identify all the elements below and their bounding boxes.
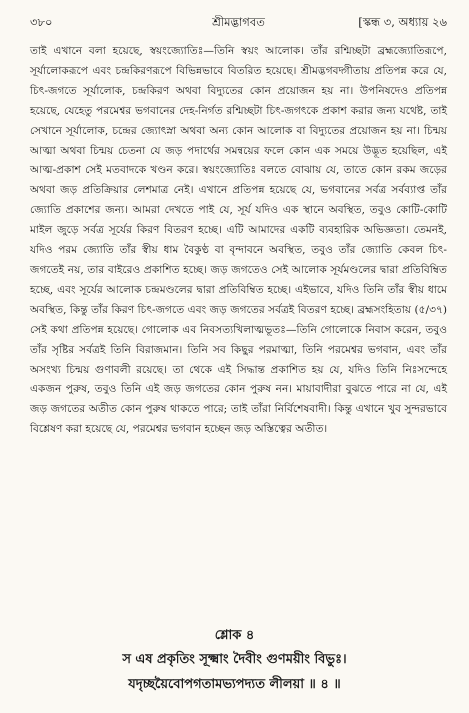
purport-text	[30, 42, 447, 440]
book-title: শ্রীমদ্ভাগবত	[212, 15, 265, 29]
verse-line-2: যদৃচ্ছয়ৈবোপগতামভ্যপদ্যত লীলয়া ॥ ৪ ॥	[128, 677, 341, 692]
page-number: ৩৮০	[30, 15, 53, 29]
verse-heading: শ্লোক ৪	[214, 628, 255, 643]
chapter-reference: [স্কন্ধ ৩, অধ্যায় ২৬	[358, 15, 447, 29]
verse-line-1: স এষ প্রকৃতিং সূক্ষ্মাং দৈবীং গুণময়ীং বিভুঃ।	[122, 652, 347, 667]
running-header	[30, 14, 447, 32]
purport-paragraph: তাই এখানে বলা হয়েছে, স্বয়ংজ্যোতিঃ—তিনি স্বয়ং আলোক। তাঁর রশ্মিচ্ছটা ব্রহ্মজ্যোতিরূপে, সূর্যালোকরূপে এবং চন্দ্রকিরণরূপে বিভিন্নভাবে বিতরিত হয়েছে। শ্রীমদ্ভগবদ্গীতায় প্রতিপন্ন করে যে, চিৎ-জগতে সূর্যালোক, চন্দ্রকিরণ অথবা বিদ্যুতের কোন প্রয়োজন হয় না। উপনিষদেও প্রতিপন্ন হয়েছে, যেহেতু পরমেশ্বর ভগবানের দেহ-নির্গত রশ্মিচ্ছটা চিৎ-জগৎকে প্রকাশ করার জন্য যথেষ্ট, তাই সেখানে সূর্যালোক, চন্দ্রের জ্যোৎস্না অথবা অন্য কোন আলোক বা বিদ্যুতের প্রয়োজন হয় না। চিন্ময় আত্মা অথবা চিন্ময় চেতনা যে জড় পদার্থের সমন্বয়ের ফলে কোন এক সময়ে উদ্ভূত হয়েছিল, এই আত্ম-প্রকাশ সেই মতবাদকে খণ্ডন করে। স্বয়ংজ্যোতিঃ বলতে বোঝায় যে, তাতে কোন রকম জড়ের অথবা জড় প্রতিক্রিয়ার লেশমাত্র নেই। এখানে প্রতিপন্ন হয়েছে যে, ভগবানের সর্বত্র সর্বব্যাপ্ত তাঁর জ্যোতি প্রকাশের জন্য। আমরা দেখতে পাই যে, সূর্য যদিও এক স্থানে অবস্থিত, তবুও কোটি-কোটি মাইল জুড়ে সর্বত্র সূর্যের কিরণ বিতরণ হচ্ছে। এটি আমাদের একটি ব্যবহারিক অভিজ্ঞতা। তেমনই, যদিও পরম জ্যোতি তাঁর স্বীয় ধাম বৈকুণ্ঠ বা বৃন্দাবনে অবস্থিত, তবুও তাঁর জ্যোতি কেবল চিৎ-জগতেই নয়, তার বাইরেও প্রকাশিত হচ্ছে। জড় জগতেও সেই আলোক সূর্যমণ্ডলের দ্বারা প্রতিবিম্বিত হচ্ছে, এবং সূর্যের আলোক চন্দ্রমণ্ডলের দ্বারা প্রতিবিম্বিত হচ্ছে। এইভাবে, যদিও তিনি তাঁর স্বীয় ধামে অবস্থিত, কিন্তু তাঁর কিরণ চিৎ-জগতে এবং জড় জগতের সর্বত্রই বিতরণ হচ্ছে। ব্রহ্মসংহিতায় (৫/৩৭) সেই কথা প্রতিপন্ন হয়েছে। গোলোক এব নিবসত্যখিলাত্মভূতঃ—তিনি গোলোকে নিবাস করেন, তবুও তাঁর সৃষ্টির সর্বত্রই তিনি বিরাজমান। তিনি সব কিছুর পরমাত্মা, তিনি পরমেশ্বর ভগবান, এবং তাঁর অসংখ্য চিন্ময় গুণাবলী রয়েছে। তা থেকে এই সিদ্ধান্ত প্রকাশিত হয় যে, যদিও তিনি নিঃসন্দেহে একজন পুরুষ, তবুও তিনি এই জড় জগতের কোন পুরুষ নন। মায়াবাদীরা বুঝতে পারে না যে, এই জড় জগতের অতীত কোন পুরুষ থাকতে পারে; তাই তাঁরা নির্বিশেষবাদী। কিন্তু এখানে খুব সুন্দরভাবে বিশ্লেষণ করা হয়েছে যে, পরমেশ্বর ভগবান হচ্ছেন জড় অস্তিত্বের অতীত।	[30, 45, 447, 436]
